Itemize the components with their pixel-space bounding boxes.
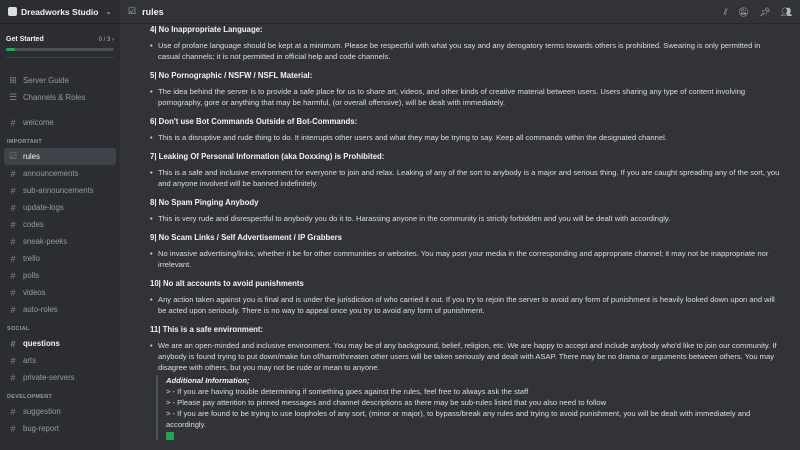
hash-icon: # [10,372,16,383]
channel-list [0,64,120,437]
additional-info-line: > - If you are having trouble determining if something goes against the rules, feel free to always ask the staff [166,387,529,396]
channel-auto-roles[interactable] [4,301,116,318]
rule-title: 9| No Scam Links / Self Advertisement / IP Grabbers [150,233,342,242]
additional-info-line: > - If you are found to be trying to use loopholes of any sort, (minor or major), to bypass/break any rules and trying to avoid punishment, you will be dealt with immediately and accordingly. [166,409,751,429]
category-important[interactable]: IMPORTANT [7,139,42,145]
channel-polls[interactable] [4,267,116,284]
bullet-icon: • [150,168,153,177]
roles-icon: ☰ [8,92,18,102]
bullet-icon: • [150,249,153,258]
chevron-down-icon[interactable]: ⌄ [105,7,112,16]
channel-label: arts [23,356,36,365]
rule-block [150,151,780,189]
channel-label: auto-roles [23,305,58,314]
hash-icon: # [10,304,16,315]
hash-icon: # [10,117,16,128]
hash-icon: # [10,185,16,196]
divider [6,57,114,58]
channel-title: rules [142,6,164,17]
channel-sidebar [0,0,120,450]
get-started-progress-text: 0 / 3 [98,36,111,43]
rules-channel-icon: ☑ [8,151,18,161]
rule-text: No invasive advertising/links, whether it be for other communities or websites. You may post your media in the corresponding and appropriate channel; it may not be inappropriate nor irrelevant. [158,249,769,269]
channel-header [120,0,800,24]
channel-label: bug-report [23,424,59,433]
channel-label: private-servers [23,373,75,382]
rule-title: 10| No alt accounts to avoid punishments [150,279,304,288]
rules-channel-icon: ☑ [128,6,137,16]
hash-icon: # [10,202,16,213]
channel-label: polls [23,271,40,280]
bullet-icon: • [150,133,153,142]
channel-label: trello [23,254,40,263]
server-name: Dreadworks Studio [21,6,99,17]
threads-icon[interactable]: ⫽ [723,6,728,17]
rule-block [150,197,780,224]
rule-body [150,132,780,143]
get-started-panel[interactable] [0,24,120,64]
server-logo-icon [8,7,17,16]
hash-icon: # [10,287,16,298]
pin-icon[interactable]: 📌︎ [759,6,771,17]
get-started-label: Get Started [6,36,44,43]
reaction-row [166,432,780,440]
channel-label: codes [23,220,44,229]
get-started-progress-bar [6,48,114,51]
rule-block [150,116,780,143]
channel-update-logs[interactable] [4,199,116,216]
channel-label: suggestion [23,407,61,416]
channel-trello[interactable] [4,250,116,267]
hash-icon: # [10,168,16,179]
channel-label: sneak-peeks [23,237,68,246]
channel-private-servers[interactable] [4,369,116,386]
bullet-icon: • [150,295,153,304]
rule-body [150,248,780,270]
message-content [150,24,780,450]
channel-welcome[interactable] [4,114,116,131]
rule-title: 7| Leaking Of Personal Information (aka Doxxing) is Prohibited: [150,152,385,161]
channel-sub-announcements[interactable] [4,182,116,199]
rule-block [150,70,780,108]
channel-label: welcome [23,118,54,127]
hash-icon: # [10,253,16,264]
sidebar-item-label: Server Guide [23,76,69,85]
rule-block [150,232,780,270]
hash-icon: # [10,219,16,230]
rule-body [150,40,780,62]
rule-title: 8| No Spam Pinging Anybody [150,198,259,207]
rule-block [150,278,780,316]
rule-text: This is very rude and disrespectful to anybody you do it to. Harassing anyone in the community is strictly forbidden and you will be dealt with accordingly. [158,214,671,223]
rule-block [150,24,780,62]
rule-text: Any action taken against you is final and is under the jurisdiction of who carried it out. If you try to rejoin the server to avoid any form of punishment is heavily looked down upon and will be acted upon seriously. There is no way to appeal once you try to avoid any form of punishment. [158,295,775,315]
channel-questions[interactable] [4,335,116,352]
channel-codes[interactable] [4,216,116,233]
map-icon: ⊞ [9,75,17,85]
additional-info-title: Additional Information; [166,376,250,385]
sidebar-item-channels-roles[interactable] [4,89,116,106]
hash-icon: # [10,270,16,281]
channel-videos[interactable] [4,284,116,301]
chevron-right-icon: › [112,36,114,43]
rule-text: The idea behind the server is to provide a safe place for us to share art, videos, and other kinds of creative material between users. Users sharing any type of content involving pornography, gore or anything that may be harmful, (or overall offensive), will be dealt with immediately. [158,87,746,107]
rule-body [150,213,780,224]
hash-icon: # [10,338,16,349]
rule-block [150,324,780,373]
rule-text: This is a disruptive and rude thing to do. It interrupts other users and what they may be trying to say. Keep all commands within the designated channel. [158,133,667,142]
category-development[interactable]: DEVELOPMENT [7,394,53,400]
channel-suggestion[interactable] [4,403,116,420]
channel-label: questions [23,339,60,348]
sidebar-item-server-guide[interactable] [4,72,116,89]
rule-body [150,167,780,189]
additional-info [156,375,780,440]
bullet-icon: • [150,341,153,350]
rule-body [150,294,780,316]
rule-text: This is a safe and inclusive environment for everyone to join and relax. Leaking of any of the sort to anybody is a major and serious thing. If you are caught spreading any of the sort, you and anyone involved will be banned indefinitely. [158,168,780,188]
rule-text: We are an open-minded and inclusive environment. You may be of any background, belief, religion, etc. We are happy to accept and include anybody who'd like to join our community. If anybody is found trying to put down/make fun of/harm/threaten other users will be taken seriously and dealt with ASAP. There may be no drama or arguments between others. You may disagree with others, but you may not be rude or mean to anyone. [158,341,777,372]
bullet-icon: • [150,214,153,223]
mute-bell-icon[interactable]: 🔕︎ [737,6,750,17]
progress-fill [6,48,15,51]
channel-bug-report[interactable] [4,420,116,437]
hash-icon: # [10,423,16,434]
bullet-icon: • [150,41,153,50]
rule-title: 5| No Pornographic / NSFW / NSFL Material: [150,71,313,80]
rule-title: 6| Don't use Bot Commands Outside of Bot-Commands: [150,117,358,126]
channel-label: sub-announcements [23,186,94,195]
member-list-icon[interactable]: 👥︎ [780,6,792,17]
hash-icon: # [10,236,16,247]
hash-icon: # [10,355,16,366]
channel-rules[interactable] [4,148,116,165]
bullet-icon: • [150,87,153,96]
hash-icon: # [10,406,16,417]
channel-announcements[interactable] [4,165,116,182]
check-emoji-icon[interactable] [166,432,174,440]
channel-label: announcements [23,169,79,178]
channel-label: update-logs [23,203,64,212]
rule-title: 4| No Inappropriate Language: [150,25,263,34]
category-social[interactable]: SOCIAL [7,326,30,332]
additional-info-line: > - Please pay attention to pinned messages and channel descriptions as there may be sub-rules listed that you also need to follow [166,398,607,407]
rule-body [150,340,780,373]
channel-arts[interactable] [4,352,116,369]
server-header[interactable] [0,0,120,24]
rule-text: Use of profane language should be kept at a minimum. Please be respectful with what you say and any derogatory terms towards others is prohibited. Swearing is only permitted in casual channels; it is not permitted in official help and code channels. [158,41,761,61]
rule-title: 11| This is a safe environment: [150,325,264,334]
channel-label: videos [23,288,46,297]
channel-label: rules [23,152,40,161]
channel-sneak-peeks[interactable] [4,233,116,250]
sidebar-item-label: Channels & Roles [23,93,86,102]
rule-body [150,86,780,108]
